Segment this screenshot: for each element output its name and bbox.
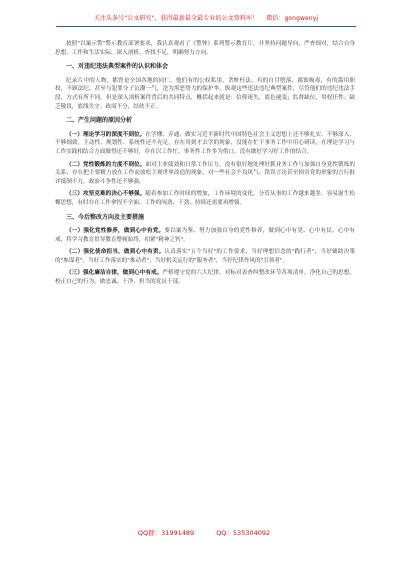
section-3-paragraph-3	[55, 269, 355, 286]
header-wechat-text: 微信：gongwenyj	[266, 14, 319, 22]
section-2-paragraph-1	[55, 131, 355, 157]
intro-paragraph: 按照"以案示警"警示教育部署要求，我认真观看了《警钟》系列警示教育片，并坚持问题导向、严查细对，结合自身思想、工作和生活实际，深入剖析、查找不足，明确努力方向。	[55, 41, 355, 56]
section-1-heading: 一、对违纪违法典型案件的认识和体会	[66, 63, 169, 71]
header-text	[94, 13, 318, 22]
document-body	[55, 40, 355, 291]
section-2-item-1-lead: （一）理论学习的深度不到位。	[66, 131, 146, 138]
section-3-item-3-lead: （三）强化廉洁自律，做到心中有戒。	[66, 270, 163, 277]
section-3-paragraph-1	[55, 227, 355, 244]
section-3-paragraph-2	[55, 248, 355, 265]
footer-qq-group: QQ群：31991489	[137, 529, 195, 537]
footer-contact	[0, 528, 408, 537]
section-3-item-1-text: 要以案为鉴、努力加强自身的党性修养，做到心中有党、心中有民、心中有戒，将学习教育贯穿教育整顿始终，扣紧"精神之钙"。	[55, 228, 355, 243]
section-1-paragraph: 纪录片中的人物，都曾是全国各地的同仁，他们有的公权私用、贪赃枉法，有的自甘堕落、腐蚀吸毒，有的滥用职权、不顾法纪，甚至与犯罪分子沆瀣一气，沦为黑恶势力的保护伞。纵观这些违法违纪典型案件，尽管他们的违纪违法手段、方式有所不同，但是深入剖析案件背后的共同特点，概括起来就是：信仰迷失，底色褪变；监督缺位，用权任性；缺乏敬畏，底线失守；政商不分，结伙不正。	[55, 77, 355, 110]
header-banner	[56, 8, 356, 27]
section-3-item-2-lead: （二）强化使命担当，做到心中有责。	[66, 249, 165, 256]
section-3-item-3-text: 严格遵守党的六大纪律，对标对表查纠整改环节各项清单，净化自己的思想，校正自己的行为，做忠诚、干净、担当的党员干部。	[55, 270, 355, 286]
section-2-item-2-lead: （二）党性锻炼的力度不到位。	[66, 161, 146, 168]
section-2-item-3-text: 随着参加工作时间的增加，工作环境的变化，分管从事的工作越来越多，容易滋生松懈思想，有时存在工作拿捏不全面、工作的闯劲、干劲、持续还需要再增强。	[55, 191, 355, 206]
header-promo-text: 关注头条号"公文研究"，获得最新最全最专业的公文资料库！	[93, 14, 259, 22]
section-3-item-2-text: 认真落实"五个当好"的工作要求，当好理想信念的"践行者"，当好辅助决策的"参谋者"，当好工作落实的"推动者"，当好机关运行的"服务者"，当好纪律作风的"引领者"。	[55, 249, 355, 264]
section-2-paragraph-2	[55, 161, 355, 187]
section-2-paragraph-3	[55, 190, 355, 207]
section-2-item-2-text: 面对主业绩效和日常工作压力，没有很好地处理好抓业务工作与加强自身党性锻炼的关系，存在把主要精力放在工作而放松主观世界改造的现象，对一些社会不良风气、错误言论甚至损害党的形象的言行批评抵制不力，政治斗争性还不够强。	[55, 161, 355, 185]
section-2-item-3-lead: （三）攻坚克难的决心不够强。	[66, 191, 146, 198]
footer-qq: QQ：535304092	[216, 529, 271, 537]
section-3-item-1-lead: （一）强化党性修养，做到心中有党。	[66, 228, 165, 235]
section-2-item-1-text: 在学懂、弄通、做实习近平新时代中国特色社会主义思想上还不够扎实、不够深入、不够细致，主动性、规划性、系统性还不充足，存在用到才去学的现象，没能在忙于事务工作中用心研读，在理论学习与工作实践相结合方面做得还不够好，存在以工作忙、事务性工作多为借口，没有做好学习好工作的结合。	[55, 131, 355, 155]
section-3-heading: 三、今后整改方向及主要措施	[66, 213, 145, 221]
section-2-heading: 二、产生问题的原因分析	[66, 117, 133, 125]
